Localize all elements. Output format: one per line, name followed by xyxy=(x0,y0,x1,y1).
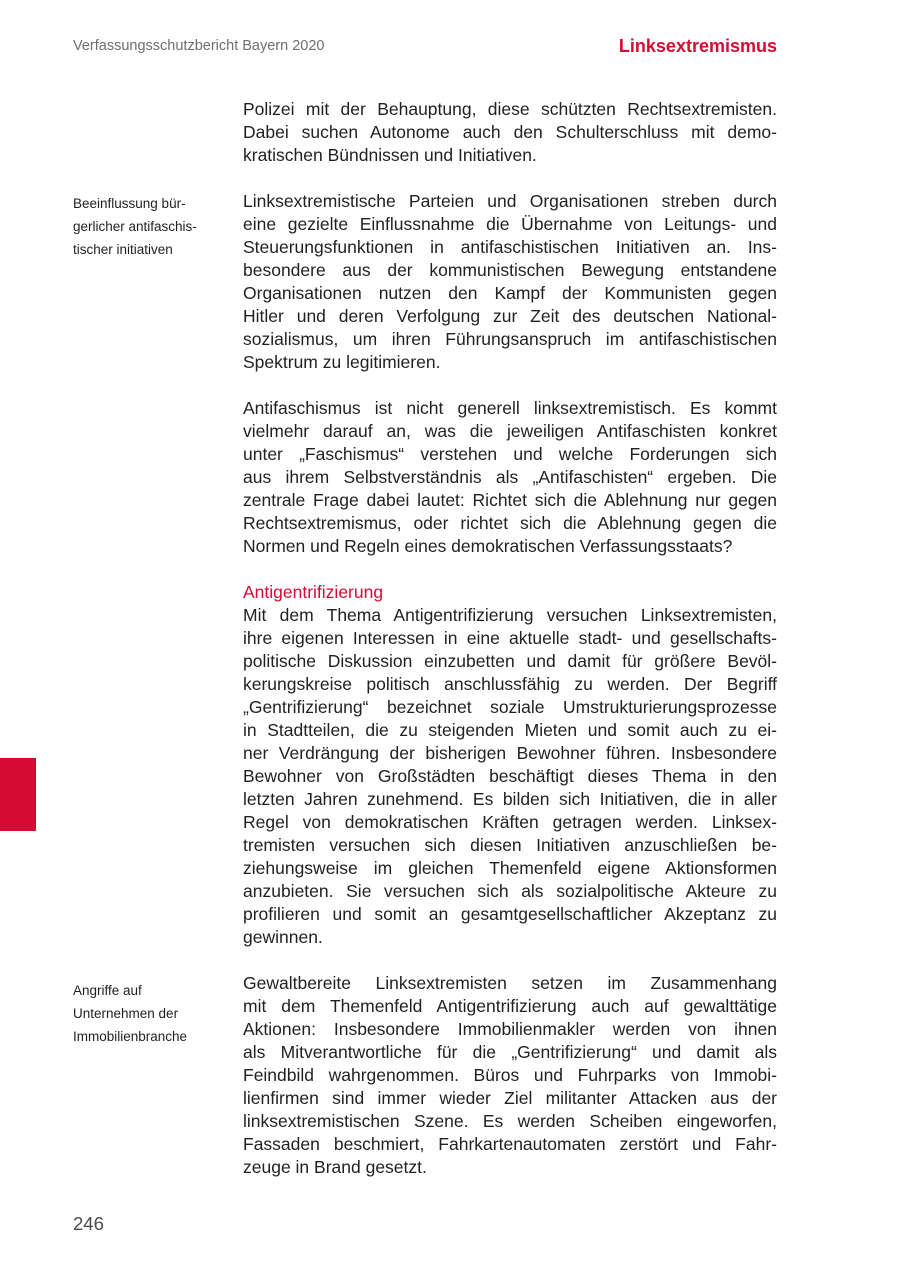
chapter-tab-marker xyxy=(0,758,36,831)
text-line: Fassaden beschmiert, Fahrkartenautomaten zerstört und Fahr- xyxy=(243,1134,777,1154)
main-text-column xyxy=(243,98,777,1202)
text-line: Regel von demokratischen Kräften getragen werden. Linksex- xyxy=(243,812,777,832)
paragraph-violent-attacks xyxy=(243,972,777,1179)
text-line: Linksextremistische Parteien und Organisationen streben durch xyxy=(243,191,777,211)
text-line: aus ihrem Selbstverständnis als „Antifaschisten“ ergeben. Die xyxy=(243,467,777,487)
publication-title: Verfassungsschutzbericht Bayern 2020 xyxy=(73,38,325,54)
margin-note-line: Beeinflussung bür- xyxy=(73,196,186,211)
text-line: Gewaltbereite Linksextremisten setzen im Zusammenhang xyxy=(243,973,777,993)
text-line: ihre eigenen Interessen in eine aktuelle stadt- und gesellschafts- xyxy=(243,628,777,648)
text-line: letzten Jahren zunehmend. Es bilden sich Initiativen, die in aller xyxy=(243,789,777,809)
page-number: 246 xyxy=(73,1213,104,1234)
text-line: Antifaschismus ist nicht generell linksextremistisch. Es kommt xyxy=(243,398,777,418)
text-line: Feindbild wahrgenommen. Büros und Fuhrparks von Immobi- xyxy=(243,1065,777,1085)
section-heading-antigentrification: Antigentrifizierung xyxy=(243,582,384,602)
text-line: sozialismus, um ihren Führungsanspruch im antifaschistischen xyxy=(243,329,777,349)
text-line: Dabei suchen Autonome auch den Schulterschluss mit demo- xyxy=(243,122,777,142)
text-line: kratischen Bündnissen und Initiativen. xyxy=(243,145,537,165)
text-line: gewinnen. xyxy=(243,927,323,947)
text-line: Hitler und deren Verfolgung zur Zeit des deutschen National- xyxy=(243,306,777,326)
text-line: Steuerungsfunktionen in antifaschistischen Initiativen an. Ins- xyxy=(243,237,777,257)
text-line: vielmehr darauf an, was die jeweiligen Antifaschisten konkret xyxy=(243,421,777,441)
text-line: zentrale Frage dabei lautet: Richtet sich die Ablehnung nur gegen xyxy=(243,490,777,510)
text-line: mit dem Themenfeld Antigentrifizierung auch auf gewalttätige xyxy=(243,996,777,1016)
text-line: linksextremistischen Szene. Es werden Scheiben eingeworfen, xyxy=(243,1111,777,1131)
margin-note-line: tischer initiativen xyxy=(73,242,173,257)
margin-note-real-estate-attacks xyxy=(73,979,223,1048)
text-line: Normen und Regeln eines demokratischen Verfassungsstaats? xyxy=(243,536,733,556)
text-line: als Mitverantwortliche für die „Gentrifizierung“ und damit als xyxy=(243,1042,777,1062)
margin-note-line: Unternehmen der xyxy=(73,1006,179,1021)
paragraph-continuation xyxy=(243,98,777,167)
text-line: Rechtsextremismus, oder richtet sich die Ablehnung gegen die xyxy=(243,513,777,533)
text-line: profilieren und somit an gesamtgesellschaftlicher Akzeptanz zu xyxy=(243,904,777,924)
chapter-title: Linksextremismus xyxy=(618,36,777,56)
paragraph-antifascist-influence xyxy=(243,190,777,374)
margin-note-antifascist-initiatives xyxy=(73,192,223,261)
text-line: Spektrum zu legitimieren. xyxy=(243,352,441,372)
text-line: Aktionen: Insbesondere Immobilienmakler werden von ihnen xyxy=(243,1019,777,1039)
text-line: ner Verdrängung der bisherigen Bewohner führen. Insbesondere xyxy=(243,743,777,763)
text-line: Organisationen nutzen den Kampf der Kommunisten gegen xyxy=(243,283,777,303)
text-line: lienfirmen sind immer wieder Ziel militanter Attacken aus der xyxy=(243,1088,777,1108)
paragraph-antigentrification xyxy=(243,604,777,949)
text-line: zeuge in Brand gesetzt. xyxy=(243,1157,427,1177)
text-line: Mit dem Thema Antigentrifizierung versuchen Linksextremisten, xyxy=(243,605,777,625)
paragraph-antifascism-definition xyxy=(243,397,777,558)
text-line: politische Diskussion einzubetten und damit für größere Bevöl- xyxy=(243,651,777,671)
text-line: in Stadtteilen, die zu steigenden Mieten und somit auch zu ei- xyxy=(243,720,777,740)
text-line: kerungskreise politisch anschlussfähig zu werden. Der Begriff xyxy=(243,674,777,694)
text-line: „Gentrifizierung“ bezeichnet soziale Umstrukturierungsprozesse xyxy=(243,697,777,717)
text-line: ziehungsweise im gleichen Themenfeld eigene Aktionsformen xyxy=(243,858,777,878)
text-line: Polizei mit der Behauptung, diese schützten Rechtsextremisten. xyxy=(243,99,777,119)
text-line: tremisten versuchen sich diesen Initiativen anzuschließen be- xyxy=(243,835,777,855)
text-line: Bewohner von Großstädten beschäftigt dieses Thema in den xyxy=(243,766,777,786)
margin-note-line: Angriffe auf xyxy=(73,983,142,998)
margin-note-line: gerlicher antifaschis- xyxy=(73,219,197,234)
text-line: besondere aus der kommunistischen Bewegung entstandene xyxy=(243,260,777,280)
text-line: anzubieten. Sie versuchen sich als sozialpolitische Akteure zu xyxy=(243,881,777,901)
text-line: unter „Faschismus“ verstehen und welche Forderungen sich xyxy=(243,444,777,464)
margin-note-line: Immobilienbranche xyxy=(73,1029,188,1044)
text-line: eine gezielte Einflussnahme die Übernahme von Leitungs- und xyxy=(243,214,777,234)
